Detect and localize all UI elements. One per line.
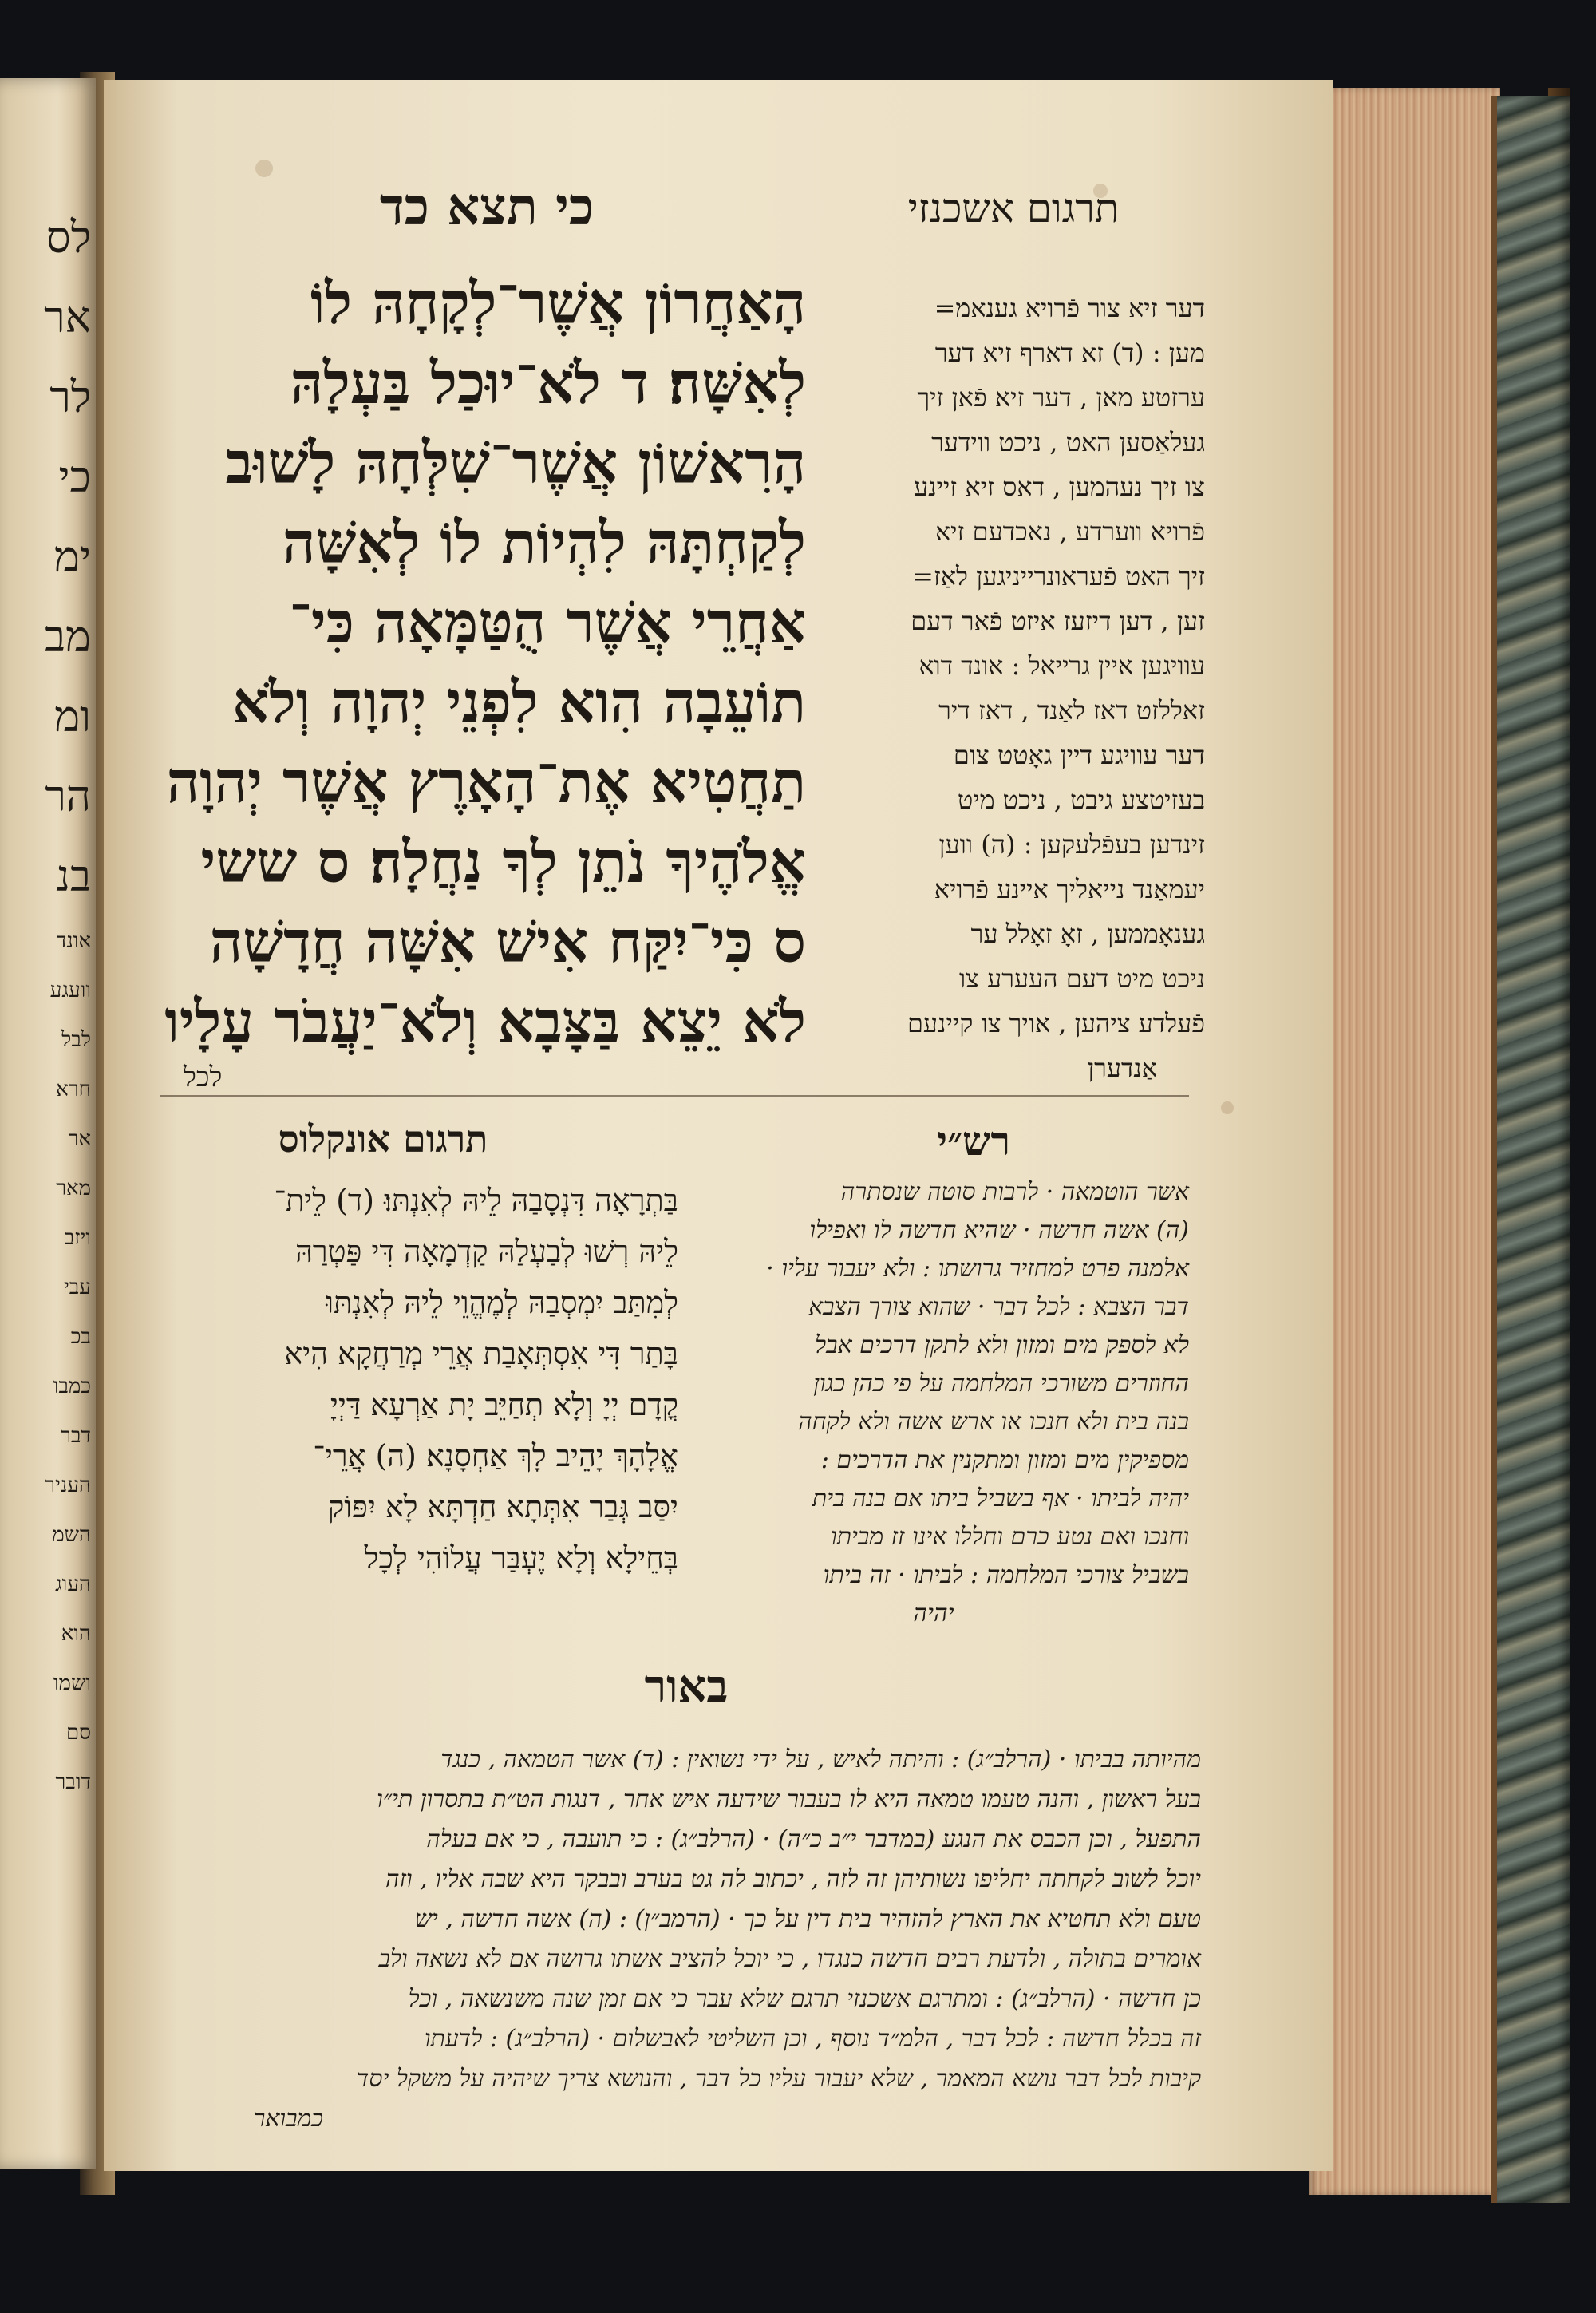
rashi-line: דבר הצבא : לכל דבר · שהוא צורך הצבא	[808, 1293, 1189, 1321]
biur-line: כן חדשה · (הרלב״ג) : ומתרגם אשכנזי תרגם שלא עבר כי אם זמן שנה משנשאה , וכל	[408, 1985, 1201, 2013]
left-page-fragment: דבר	[61, 1424, 91, 1448]
left-page-fragment: אר	[44, 292, 91, 342]
biur-line: קיבות לכל דבר נושא המאמר , שלא יעבור עליו כל דבר , והנושא צריך שיהיה על משקל יסד	[356, 2065, 1201, 2093]
ashkenazi-line: יעמאַנד נייאליך איינע פֿרויא	[934, 874, 1205, 904]
left-page-fragment: לס	[46, 212, 91, 263]
section-divider	[160, 1095, 1189, 1097]
torah-line: לֹא יֵצֵא בַּצָּבָא וְלֹא־יַעֲבֹר עָלָיו	[164, 987, 806, 1055]
left-page-fragment: אר	[68, 1127, 91, 1151]
rashi-line: בנה בית ולא חנכו או ארש אשה ולא לקחה	[798, 1408, 1189, 1436]
ashkenazi-line: בעזיטצע גיבט , ניכט מיט	[957, 785, 1205, 815]
onkelos-line: לְמִתַּב יִמְסְבַהּ לְמֶהֱוֵי לֵיהּ לְאִנְתּוּ	[326, 1285, 678, 1320]
ashkenazi-line: געלאַסען האט , ניכט ווידער	[931, 427, 1205, 457]
left-page-fragment: כי	[58, 452, 91, 502]
torah-line: אֱלֹהֶיךָ נֹתֵן לְךָ נַחֲלָה׃ ס ששי	[200, 828, 806, 896]
ashkenazi-line: מען : (ד) זא דארף זיא דער	[934, 338, 1205, 368]
onkelos-line: יִסַּב גְּבַר אִתְּתָא חַדְתָּא לָא יִפּוֹק	[327, 1489, 678, 1524]
ashkenazi-line: אַנדערן	[1088, 1053, 1157, 1083]
running-header-parasha: כי תצא כד	[379, 177, 595, 237]
rashi-heading: רש״י	[936, 1117, 1011, 1164]
left-page-fragment: מאר	[56, 1176, 91, 1200]
running-header-targum-ashkenazi: תרגום אשכנזי	[907, 185, 1120, 231]
ashkenazi-line: עוויגען איין גרייאל : אונד דוא	[918, 650, 1205, 681]
ashkenazi-line: דער עוויגע דיין גאָטט צום	[953, 740, 1205, 770]
rashi-line: לא לספק מים ומזון ולא לתקן דרכים אבל	[815, 1331, 1189, 1359]
left-page-fragment: חרא	[56, 1077, 91, 1101]
torah-line: הָרִאשׁוֹן אֲשֶׁר־שִׁלְּחָהּ לָשׁוּב	[225, 429, 806, 496]
left-page-fragment: כמבו	[53, 1374, 91, 1398]
left-page-fragment: מב	[44, 611, 91, 662]
ashkenazi-line: ניכט מיט דעם העערע צו	[958, 963, 1205, 994]
rashi-line: אשר הוטמאה · לרבות סוטה שנסתרה	[840, 1178, 1189, 1206]
left-page-fragment: לר	[49, 372, 91, 422]
ashkenazi-line: זיך האט פֿעראונרייניגען לאַז=	[912, 561, 1205, 591]
biur-line: אומרים בתולה , ולדעת רבים חדשה כנגדו , כי יוכל להציב אשתו גרושה אם לא נשאה ולב	[378, 1945, 1201, 1973]
biur-line: כמבואר	[253, 2105, 323, 2133]
rashi-line: בשביל צורכי המלחמה : לביתו · זה ביתו	[823, 1561, 1189, 1589]
ashkenazi-line: ערזטע מאן , דער זיא פֿאן זיך	[917, 382, 1205, 413]
onkelos-column	[168, 1175, 678, 1590]
left-page-fragment: דובר	[55, 1770, 91, 1794]
rashi-line: יהיה	[913, 1599, 954, 1627]
onkelos-heading: תרגום אונקלוס	[278, 1117, 488, 1160]
paper-spot	[1221, 1101, 1234, 1114]
rashi-line: מספיקין מים ומזון ומתקנין את הדרכים :	[820, 1446, 1189, 1474]
torah-line: אַחֲרֵי אֲשֶׁר הֻטַּמָּאָה כִּי־	[289, 588, 806, 656]
ashkenazi-line: פֿעלדע ציהען , אויך צו קיינעם	[907, 1008, 1205, 1038]
biur-line: טעם ולא תחטיא את הארץ להזהיר בית דין על כך · (הרמב״ן) : (ה) אשה חדשה , יש	[414, 1905, 1201, 1933]
left-page-fragment: העניר	[45, 1473, 91, 1497]
left-page-fragment: העוג	[55, 1572, 91, 1596]
left-page-fragment: ויזב	[64, 1226, 91, 1250]
biur-line: התפעל , וכן הכבס את הנגע (במדבר י״ב כ״ה) · (הרלב״ג) : כי תועבה , כי אם בעלה	[426, 1825, 1201, 1853]
ashkenazi-line: גענאָממען , זאָ זאָלל ער	[970, 919, 1205, 949]
ashkenazi-line: זאללזט דאז לאַנד , דאז דיר	[938, 695, 1205, 726]
ashkenazi-line: צו זיך נעהמען , דאס זיא זיינע	[914, 472, 1205, 502]
left-page-fragment: ושמו	[53, 1671, 91, 1695]
biur-line: בעל ראשון , והנה טעמו טמאה היא לו בעבור שידעה איש אחר , דנגות הט״ת בתסרון תי״ו	[377, 1785, 1201, 1813]
biur-line: יוכל לשוב לקחתה יחליפו נשותיהן זה לזה , יכתוב לה גט בערב ובבקר היא שבה אליו , וזה	[385, 1865, 1201, 1893]
biur-commentary	[172, 1740, 1201, 2133]
onkelos-line: קֳדָם יְיָ וְלָא תְחַיֵּב יָת אַרְעָא דַּיְיָ	[330, 1387, 678, 1422]
page-edges	[1309, 88, 1500, 2195]
left-page-strip	[0, 78, 96, 2169]
left-page-fragment: אונד	[56, 929, 91, 953]
biur-heading: באור	[644, 1660, 729, 1713]
rashi-column	[678, 1173, 1189, 1627]
ashkenazi-line: זינדען בעפֿלעקען : (ה) ווען	[938, 829, 1205, 860]
onkelos-line: בָּתַר דִּי אִסְתְּאָבַת אֲרֵי מְרַחֲקָא הִיא	[284, 1336, 678, 1371]
left-page-fragment: ימ	[53, 532, 91, 582]
rashi-line: אלמנה פרט למחזיר גרושתו : ולא יעבור עליו ·	[766, 1255, 1189, 1283]
left-page-fragments	[0, 78, 96, 1807]
biur-line: זה בכלל חדשה : לכל דבר , הלמ״ד נוסף , וכן השליטי לאבשלום · (הרלב״ג) : לדעתו	[424, 2025, 1201, 2053]
rashi-line: החוזרים משורכי המלחמה על פי כהן כגון	[813, 1370, 1189, 1398]
onkelos-line: לֵיהּ רְשׁוּ לְבַעְלַהּ קַדְמָאָה דִּי פַּטְרַהּ	[295, 1234, 678, 1269]
left-page-fragment: סם	[65, 1721, 91, 1745]
torah-line: לְאִשָּׁה׃ ד לֹא־יוּכַל בַּעְלָהּ	[290, 349, 806, 417]
ashkenazi-line: דער זיא צור פֿרויא גענאמ=	[934, 293, 1205, 323]
left-page-fragment: וועגע	[49, 979, 91, 1002]
onkelos-line: בְּחֵילָא וְלָא יֶעְבַּר עֲלוֹהִי לְכָל	[364, 1540, 678, 1576]
rashi-line: וחנכו ואם נטע כרם וחללו אינו זז מביתו	[831, 1523, 1189, 1551]
torah-line: הָאַחֲרוֹן אֲשֶׁר־לְקָחָהּ לוֹ	[310, 269, 806, 337]
left-page-fragment: הר	[45, 771, 91, 821]
torah-line: תוֹעֵבָה הִוא לִפְנֵי יְהוָה וְלֹא	[231, 668, 806, 736]
left-page-fragment: בכ	[70, 1325, 91, 1349]
catchword: לכל	[184, 1062, 223, 1093]
left-page-fragment: בנ	[56, 851, 91, 901]
onkelos-line: אֱלָהָךְ יָהֵיב לָךְ אַחְסָנָא׃ (ה) אֲרֵי־	[313, 1438, 678, 1473]
torah-text-block	[152, 263, 806, 1093]
biur-line: מהיותה בביתו · (הרלב״ג) : והיתה לאיש , על ידי נשואין : (ד) אשר הטמאה , כנגד	[440, 1746, 1201, 1773]
torah-line: לְקַחְתָּהּ לִהְיוֹת לוֹ לְאִשָּׁה	[282, 508, 806, 576]
ashkenazi-translation-column	[806, 286, 1205, 1100]
rashi-line: יהיה לביתו · אף בשביל ביתו אם בנה בית	[812, 1485, 1189, 1512]
torah-line: תַחֲטִיא אֶת־הָאָרֶץ אֲשֶׁר יְהוָה	[166, 748, 806, 816]
left-page-fragment: עבי	[63, 1275, 91, 1299]
left-page-fragment: הוא	[61, 1622, 91, 1646]
left-page-fragment: השמ	[52, 1523, 91, 1547]
rashi-line: (ה) אשה חדשה · שהיא חדשה לו ואפילו	[809, 1216, 1189, 1244]
left-page-fragment: לבל	[61, 1028, 91, 1052]
paper-spot	[255, 160, 273, 177]
ashkenazi-line: פֿרויא ווערדע , נאכדעם זיא	[934, 516, 1205, 547]
onkelos-line: בַּתְרָאָה דִּנְסָבַהּ לֵיהּ לְאִנְתּוּ׃ (ד) לֵית־	[274, 1183, 678, 1218]
marbled-cover	[1491, 96, 1570, 2203]
left-page-fragment: ומ	[54, 691, 91, 741]
ashkenazi-line: זען , דען דיזעז איזט פֿאר דעם	[911, 606, 1205, 636]
torah-line: ס כִּי־יִקַּח אִישׁ אִשָּׁה חֲדָשָׁה	[209, 907, 806, 975]
